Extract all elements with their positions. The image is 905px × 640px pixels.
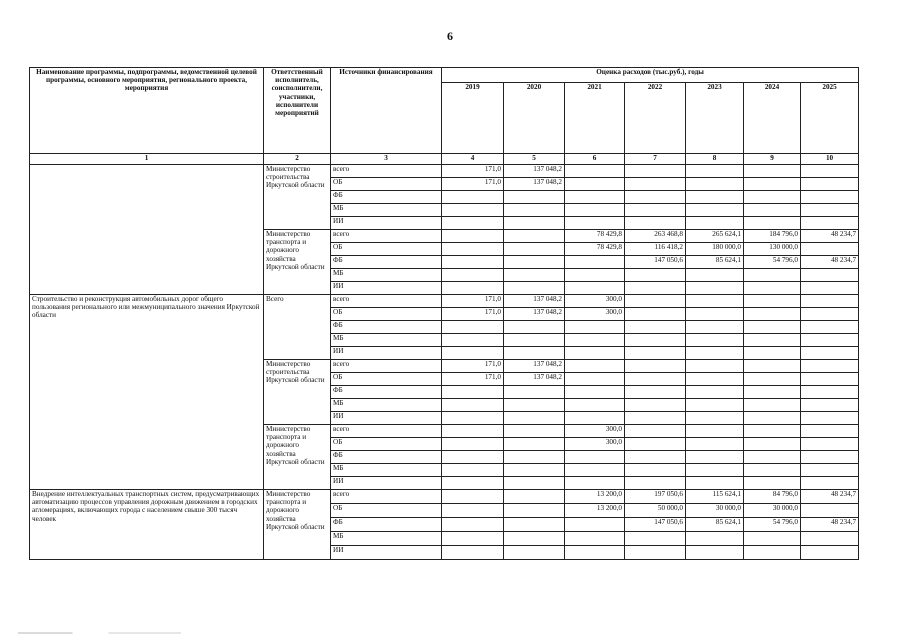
funding-source-cell: ИИ	[331, 546, 442, 560]
amount-cell-2022	[625, 308, 686, 321]
amount-cell-2019	[442, 399, 504, 412]
amount-cell-2019	[442, 504, 504, 518]
funding-source-cell: МБ	[331, 204, 442, 217]
responsible-cell: Министерство строительства Иркутской области	[264, 165, 331, 230]
amount-cell-2020	[504, 504, 565, 518]
amount-cell-2024	[744, 451, 801, 464]
amount-cell-2023: 265 624,1	[686, 230, 744, 243]
amount-cell-2020	[504, 217, 565, 230]
amount-cell-2019	[442, 230, 504, 243]
amount-cell-2024	[744, 438, 801, 451]
amount-cell-2023	[686, 204, 744, 217]
amount-cell-2022	[625, 269, 686, 282]
funding-source-cell: ФБ	[331, 518, 442, 532]
amount-cell-2025: 48 234,7	[801, 256, 859, 269]
responsible-cell: Министерство транспорта и дорожного хозяйства Иркутской области	[264, 230, 331, 295]
amount-cell-2021	[565, 165, 625, 178]
amount-cell-2023	[686, 191, 744, 204]
amount-cell-2021	[565, 464, 625, 477]
amount-cell-2023	[686, 282, 744, 295]
amount-cell-2022	[625, 165, 686, 178]
header-year-2019: 2019	[442, 83, 504, 154]
column-index: 8	[686, 154, 744, 165]
amount-cell-2020	[504, 386, 565, 399]
amount-cell-2023	[686, 412, 744, 425]
amount-cell-2022	[625, 546, 686, 560]
scan-artifact	[0, 632, 905, 634]
amount-cell-2021: 13 200,0	[565, 490, 625, 504]
amount-cell-2022	[625, 438, 686, 451]
page-number: 6	[447, 29, 453, 43]
funding-source-cell: ИИ	[331, 217, 442, 230]
amount-cell-2024	[744, 373, 801, 386]
header-source-cell: Источники финансирования	[331, 68, 442, 154]
amount-cell-2019	[442, 490, 504, 504]
amount-cell-2025	[801, 347, 859, 360]
amount-cell-2023	[686, 546, 744, 560]
amount-cell-2023	[686, 438, 744, 451]
amount-cell-2025	[801, 204, 859, 217]
amount-cell-2023	[686, 178, 744, 191]
header-responsible-cell: Ответственный исполнитель, соисполнители, участники, исполнители мероприятий	[264, 68, 331, 154]
amount-cell-2021	[565, 532, 625, 546]
amount-cell-2020: 137 048,2	[504, 165, 565, 178]
responsible-cell: Министерство транспорта и дорожного хозяйства Иркутской области	[264, 425, 331, 490]
funding-source-cell: ОБ	[331, 504, 442, 518]
amount-cell-2019	[442, 321, 504, 334]
amount-cell-2025	[801, 360, 859, 373]
amount-cell-2021: 78 429,8	[565, 243, 625, 256]
amount-cell-2019: 171,0	[442, 360, 504, 373]
amount-cell-2020: 137 048,2	[504, 178, 565, 191]
amount-cell-2024	[744, 546, 801, 560]
amount-cell-2023: 115 624,1	[686, 490, 744, 504]
amount-cell-2023	[686, 308, 744, 321]
amount-cell-2024: 84 796,0	[744, 490, 801, 504]
amount-cell-2023	[686, 373, 744, 386]
amount-cell-2020	[504, 269, 565, 282]
amount-cell-2025: 48 234,7	[801, 230, 859, 243]
expenditure-table	[29, 67, 859, 560]
amount-cell-2021	[565, 191, 625, 204]
amount-cell-2025	[801, 243, 859, 256]
amount-cell-2025	[801, 295, 859, 308]
funding-source-cell: ОБ	[331, 438, 442, 451]
amount-cell-2023	[686, 532, 744, 546]
amount-cell-2024	[744, 178, 801, 191]
amount-cell-2023: 85 624,1	[686, 518, 744, 532]
funding-source-cell: всего	[331, 165, 442, 178]
amount-cell-2023: 180 000,0	[686, 243, 744, 256]
amount-cell-2024: 130 000,0	[744, 243, 801, 256]
column-index: 3	[331, 154, 442, 165]
table-row	[30, 165, 859, 178]
amount-cell-2025	[801, 386, 859, 399]
amount-cell-2021	[565, 178, 625, 191]
amount-cell-2024	[744, 191, 801, 204]
amount-cell-2022: 197 050,6	[625, 490, 686, 504]
amount-cell-2019	[442, 518, 504, 532]
table-body	[30, 165, 859, 560]
amount-cell-2019: 171,0	[442, 165, 504, 178]
amount-cell-2019	[442, 546, 504, 560]
amount-cell-2024	[744, 217, 801, 230]
amount-cell-2025	[801, 532, 859, 546]
program-name-cell: Внедрение интеллектуальных транспортных систем, предусматривающих автоматизацию процессов управления дорожным движением в городских агломерациях, включающих города с населением свыше 300 тысяч человек	[30, 490, 264, 560]
amount-cell-2025	[801, 178, 859, 191]
column-index: 9	[744, 154, 801, 165]
amount-cell-2021	[565, 386, 625, 399]
amount-cell-2025	[801, 412, 859, 425]
amount-cell-2021	[565, 399, 625, 412]
amount-cell-2025	[801, 165, 859, 178]
header-estimate-cell: Оценка расходов (тыс.руб.), годы	[442, 68, 859, 83]
amount-cell-2020	[504, 230, 565, 243]
amount-cell-2025: 48 234,7	[801, 518, 859, 532]
header-year-2023: 2023	[686, 83, 744, 154]
header-year-2020: 2020	[504, 83, 565, 154]
amount-cell-2024	[744, 464, 801, 477]
header-year-2025: 2025	[801, 83, 859, 154]
column-index: 2	[264, 154, 331, 165]
amount-cell-2020	[504, 256, 565, 269]
amount-cell-2023	[686, 295, 744, 308]
funding-source-cell: МБ	[331, 399, 442, 412]
amount-cell-2022	[625, 477, 686, 490]
amount-cell-2019	[442, 282, 504, 295]
amount-cell-2023	[686, 321, 744, 334]
amount-cell-2024	[744, 347, 801, 360]
amount-cell-2021	[565, 347, 625, 360]
amount-cell-2019	[442, 425, 504, 438]
amount-cell-2023	[686, 360, 744, 373]
amount-cell-2019	[442, 477, 504, 490]
funding-source-cell: ОБ	[331, 308, 442, 321]
amount-cell-2020	[504, 347, 565, 360]
amount-cell-2019	[442, 532, 504, 546]
amount-cell-2023	[686, 464, 744, 477]
amount-cell-2024	[744, 321, 801, 334]
funding-source-cell: ОБ	[331, 373, 442, 386]
funding-source-cell: ИИ	[331, 412, 442, 425]
amount-cell-2021	[565, 204, 625, 217]
funding-source-cell: МБ	[331, 269, 442, 282]
funding-source-cell: ФБ	[331, 386, 442, 399]
funding-source-cell: МБ	[331, 464, 442, 477]
amount-cell-2021: 300,0	[565, 308, 625, 321]
amount-cell-2025	[801, 504, 859, 518]
amount-cell-2019: 171,0	[442, 295, 504, 308]
funding-source-cell: ОБ	[331, 178, 442, 191]
table-row	[30, 490, 859, 504]
amount-cell-2019: 171,0	[442, 308, 504, 321]
funding-source-cell: всего	[331, 360, 442, 373]
header-year-2022: 2022	[625, 83, 686, 154]
column-index: 1	[30, 154, 264, 165]
amount-cell-2021: 13 200,0	[565, 504, 625, 518]
amount-cell-2022	[625, 334, 686, 347]
amount-cell-2023: 85 624,1	[686, 256, 744, 269]
amount-cell-2024	[744, 532, 801, 546]
responsible-cell: Всего	[264, 295, 331, 360]
amount-cell-2025: 48 234,7	[801, 490, 859, 504]
amount-cell-2019	[442, 217, 504, 230]
amount-cell-2020	[504, 477, 565, 490]
amount-cell-2022	[625, 295, 686, 308]
amount-cell-2022	[625, 464, 686, 477]
funding-source-cell: ФБ	[331, 451, 442, 464]
amount-cell-2024: 30 000,0	[744, 504, 801, 518]
amount-cell-2022	[625, 386, 686, 399]
amount-cell-2022	[625, 360, 686, 373]
amount-cell-2024	[744, 165, 801, 178]
amount-cell-2025	[801, 217, 859, 230]
amount-cell-2019	[442, 451, 504, 464]
responsible-cell: Министерство транспорта и дорожного хозяйства Иркутской области	[264, 490, 331, 560]
amount-cell-2021	[565, 269, 625, 282]
amount-cell-2025	[801, 191, 859, 204]
table-row	[30, 295, 859, 308]
amount-cell-2022: 147 050,6	[625, 518, 686, 532]
amount-cell-2020: 137 048,2	[504, 308, 565, 321]
funding-source-cell: ИИ	[331, 282, 442, 295]
amount-cell-2022	[625, 451, 686, 464]
funding-source-cell: всего	[331, 295, 442, 308]
column-index: 10	[801, 154, 859, 165]
amount-cell-2024: 54 796,0	[744, 256, 801, 269]
amount-cell-2019: 171,0	[442, 178, 504, 191]
amount-cell-2024	[744, 399, 801, 412]
amount-cell-2020: 137 048,2	[504, 373, 565, 386]
header-year-2024: 2024	[744, 83, 801, 154]
amount-cell-2019	[442, 243, 504, 256]
amount-cell-2021	[565, 282, 625, 295]
amount-cell-2020	[504, 518, 565, 532]
amount-cell-2019	[442, 191, 504, 204]
amount-cell-2019	[442, 386, 504, 399]
amount-cell-2021	[565, 451, 625, 464]
amount-cell-2024	[744, 386, 801, 399]
amount-cell-2023	[686, 347, 744, 360]
amount-cell-2021	[565, 477, 625, 490]
amount-cell-2020	[504, 464, 565, 477]
amount-cell-2020	[504, 546, 565, 560]
amount-cell-2020: 137 048,2	[504, 295, 565, 308]
amount-cell-2019	[442, 438, 504, 451]
amount-cell-2022	[625, 399, 686, 412]
amount-cell-2023	[686, 386, 744, 399]
funding-source-cell: всего	[331, 490, 442, 504]
amount-cell-2022: 147 050,6	[625, 256, 686, 269]
amount-cell-2020	[504, 532, 565, 546]
amount-cell-2024: 54 796,0	[744, 518, 801, 532]
funding-source-cell: ОБ	[331, 243, 442, 256]
amount-cell-2020: 137 048,2	[504, 360, 565, 373]
amount-cell-2020	[504, 204, 565, 217]
amount-cell-2021	[565, 217, 625, 230]
amount-cell-2025	[801, 373, 859, 386]
amount-cell-2021: 78 429,8	[565, 230, 625, 243]
amount-cell-2020	[504, 321, 565, 334]
funding-source-cell: ФБ	[331, 321, 442, 334]
amount-cell-2023	[686, 334, 744, 347]
amount-cell-2023	[686, 451, 744, 464]
amount-cell-2023	[686, 217, 744, 230]
amount-cell-2024	[744, 334, 801, 347]
amount-cell-2020	[504, 451, 565, 464]
amount-cell-2024	[744, 477, 801, 490]
amount-cell-2025	[801, 477, 859, 490]
amount-cell-2022	[625, 425, 686, 438]
amount-cell-2020	[504, 282, 565, 295]
amount-cell-2023	[686, 425, 744, 438]
amount-cell-2021: 300,0	[565, 425, 625, 438]
amount-cell-2025	[801, 546, 859, 560]
amount-cell-2019: 171,0	[442, 373, 504, 386]
amount-cell-2024	[744, 295, 801, 308]
amount-cell-2025	[801, 451, 859, 464]
amount-cell-2019	[442, 347, 504, 360]
column-index: 5	[504, 154, 565, 165]
amount-cell-2022: 50 000,0	[625, 504, 686, 518]
amount-cell-2020	[504, 334, 565, 347]
amount-cell-2022	[625, 178, 686, 191]
amount-cell-2022	[625, 217, 686, 230]
funding-source-cell: ФБ	[331, 191, 442, 204]
amount-cell-2022	[625, 532, 686, 546]
amount-cell-2025	[801, 399, 859, 412]
amount-cell-2024	[744, 412, 801, 425]
amount-cell-2022	[625, 191, 686, 204]
amount-cell-2023: 30 000,0	[686, 504, 744, 518]
amount-cell-2020	[504, 412, 565, 425]
funding-source-cell: МБ	[331, 334, 442, 347]
amount-cell-2024	[744, 269, 801, 282]
amount-cell-2025	[801, 425, 859, 438]
amount-cell-2024	[744, 425, 801, 438]
amount-cell-2025	[801, 438, 859, 451]
amount-cell-2025	[801, 334, 859, 347]
amount-cell-2021: 300,0	[565, 438, 625, 451]
header-year-2021: 2021	[565, 83, 625, 154]
amount-cell-2024: 184 796,0	[744, 230, 801, 243]
amount-cell-2025	[801, 308, 859, 321]
amount-cell-2020	[504, 243, 565, 256]
amount-cell-2025	[801, 464, 859, 477]
column-index: 4	[442, 154, 504, 165]
amount-cell-2023	[686, 269, 744, 282]
amount-cell-2020	[504, 399, 565, 412]
column-index: 6	[565, 154, 625, 165]
amount-cell-2021	[565, 518, 625, 532]
amount-cell-2019	[442, 412, 504, 425]
amount-cell-2022: 263 468,8	[625, 230, 686, 243]
amount-cell-2022	[625, 204, 686, 217]
amount-cell-2023	[686, 477, 744, 490]
amount-cell-2021: 300,0	[565, 295, 625, 308]
responsible-cell: Министерство строительства Иркутской области	[264, 360, 331, 425]
amount-cell-2022	[625, 412, 686, 425]
amount-cell-2021	[565, 412, 625, 425]
amount-cell-2022	[625, 321, 686, 334]
amount-cell-2021	[565, 334, 625, 347]
funding-source-cell: всего	[331, 230, 442, 243]
amount-cell-2021	[565, 256, 625, 269]
amount-cell-2021	[565, 321, 625, 334]
funding-source-cell: ИИ	[331, 347, 442, 360]
amount-cell-2025	[801, 269, 859, 282]
amount-cell-2024	[744, 308, 801, 321]
amount-cell-2019	[442, 256, 504, 269]
amount-cell-2019	[442, 334, 504, 347]
funding-source-cell: всего	[331, 425, 442, 438]
amount-cell-2021	[565, 360, 625, 373]
amount-cell-2020	[504, 490, 565, 504]
funding-source-cell: МБ	[331, 532, 442, 546]
amount-cell-2022: 116 418,2	[625, 243, 686, 256]
amount-cell-2020	[504, 191, 565, 204]
amount-cell-2023	[686, 399, 744, 412]
amount-cell-2019	[442, 204, 504, 217]
amount-cell-2020	[504, 438, 565, 451]
header-name-cell: Наименование программы, подпрограммы, ведомственной целевой программы, основного мероприятия, регионального проекта, мероприятия	[30, 68, 264, 154]
amount-cell-2019	[442, 269, 504, 282]
amount-cell-2022	[625, 347, 686, 360]
funding-source-cell: ИИ	[331, 477, 442, 490]
amount-cell-2021	[565, 546, 625, 560]
program-name-cell: Строительство и реконструкция автомобильных дорог общего пользования регионального или межмуниципального значения Иркутской области	[30, 295, 264, 490]
amount-cell-2025	[801, 282, 859, 295]
amount-cell-2019	[442, 464, 504, 477]
amount-cell-2020	[504, 425, 565, 438]
amount-cell-2024	[744, 204, 801, 217]
column-index: 7	[625, 154, 686, 165]
amount-cell-2025	[801, 321, 859, 334]
amount-cell-2022	[625, 282, 686, 295]
amount-cell-2024	[744, 282, 801, 295]
amount-cell-2024	[744, 360, 801, 373]
amount-cell-2023	[686, 165, 744, 178]
amount-cell-2021	[565, 373, 625, 386]
funding-source-cell: ФБ	[331, 256, 442, 269]
amount-cell-2022	[625, 373, 686, 386]
program-name-cell	[30, 165, 264, 295]
